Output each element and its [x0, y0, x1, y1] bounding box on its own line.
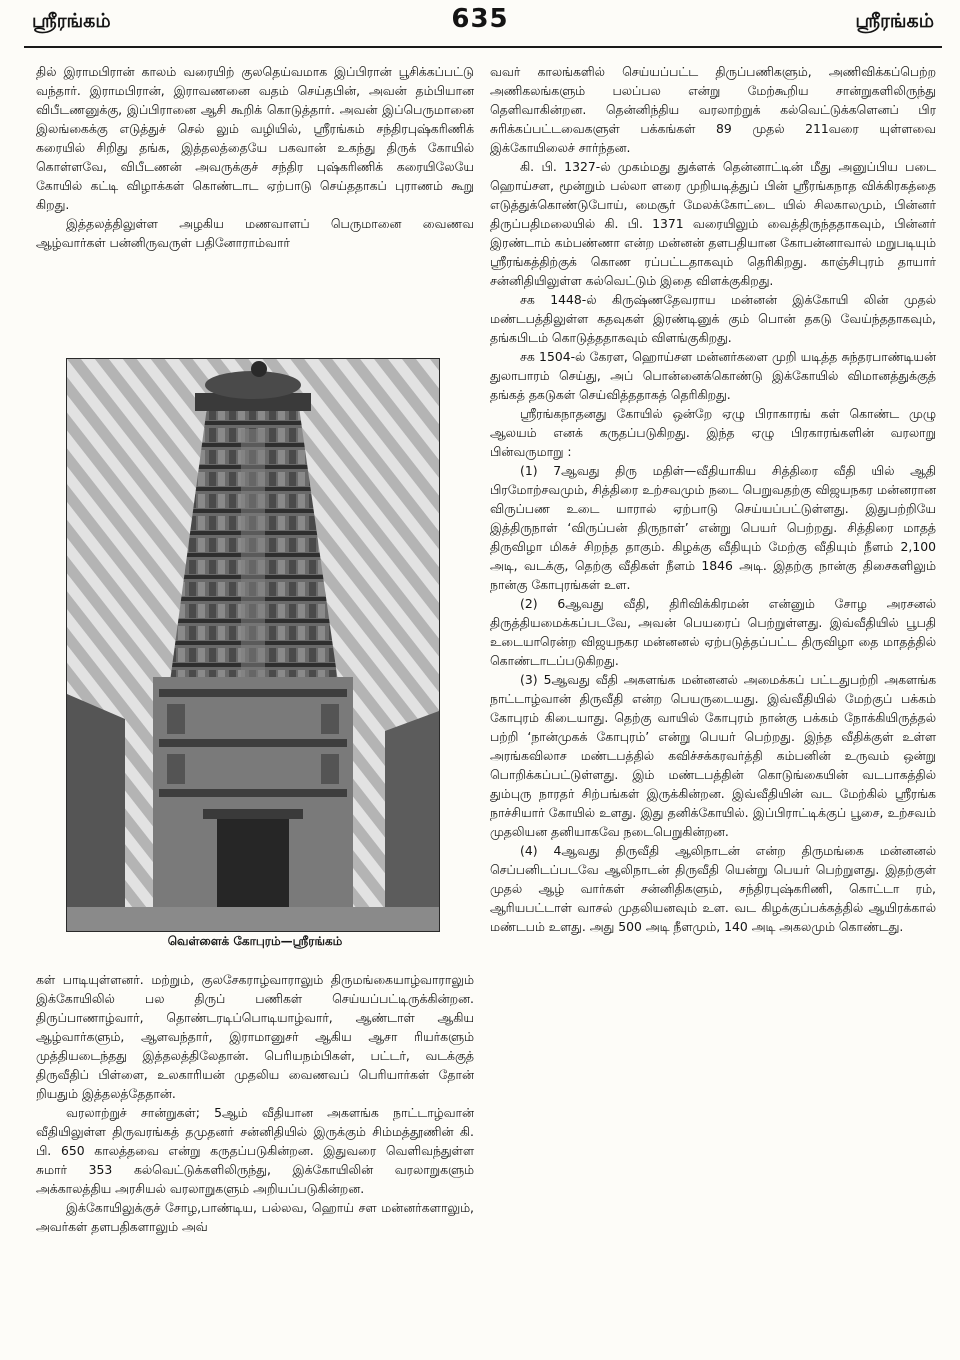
paragraph: தில் இராமபிரான் காலம் வரையிற் குலதெய்வமாக இப்பிரான் பூசிக்கப்பட்டு வந்தார். இராமபிரான், இராவணனை வதம் செய்தபின், அவன் தம்பியான விபீடணனுக்கு, இப்பிரானை ஆசி கூறிக் கொடுத்தார். அவன் இப்பெருமானை இலங்கைக்கு எடுத்துச் செல் லும் வழியில், ஸ்ரீரங்கம் சந்திரபுஷ்கரிணிக் கரையில் சிறிது தங்க, இத்தலத்தையே பகவான் உகந்து திருக் கோயில் கொள்ளவே, விபீடணன் அவருக்குச் சந்திர புஷ்கரிணிக் கரையிலேயே கோயில் கட்டி விழாக்கள் கொண்டாட ஏற்பாடு செய்ததாகப் புராணம் கூறு கிறது.: [36, 64, 474, 212]
paragraph: ஸ்ரீரங்கநாதனது கோயில் ஒன்றே ஏழு பிராகாரங் கள் கொண்ட முழு ஆலயம் எனக் கருதப்படுகிறது. இந்த ஏழு பிரகாரங்களின் வரலாறு பின்வருமாறு :: [490, 406, 936, 459]
left-column-bottom: [36, 970, 474, 1236]
paragraph: வரலாற்றுச் சான்றுகள்; 5ஆம் வீதியான அகளங்க நாட்டாழ்வான் வீதியிலுள்ள திருவரங்கத் தமுதனர் சன்னிதியில் இருக்கும் சிம்மத்தூணின் கி. பி. 650 காலத்தவை என்று கருதப்படுகின்றன. இதுவரை வெளிவந்துள்ள சுமார் 353 கல்வெட்டுக்களிலிருந்து, இக்கோயிலின் வரலாறுகளும் அக்காலத்திய அரசியல் வரலாறுகளும் அறியப்படுகின்றன.: [36, 1105, 474, 1196]
paragraph: இத்தலத்திலுள்ள அழகிய மணவாளப் பெருமானை வைணவ ஆழ்வார்கள் பன்னிருவருள் பதினோராம்வார்: [36, 216, 474, 250]
gopuram-photo: [66, 358, 440, 932]
paragraph: இக்கோயிலுக்குச் சோழ,பாண்டிய, பல்லவ, ஹொய் சள மன்னர்களாலும், அவர்கள் தளபதிகளாலும் அவ்: [36, 1200, 474, 1234]
paragraph: கள் பாடியுள்ளனர். மற்றும், குலசேகராழ்வாராலும் திருமங்கையாழ்வாராலும் இக்கோயிலில் பல திருப் பணிகள் செய்யப்பட்டிருக்கின்றன. திருப்பாணாழ்வார், தொண்டரடிப்பொடியாழ்வார், ஆண்டாள் ஆகிய ஆழ்வார்களும், ஆளவந்தார், இராமானுசர் ஆகிய ஆசா ரியர்களும் முத்தியடைந்தது இத்தலத்திலேதான். பெரியநம்பிகள், பட்டர், வடக்குத் திருவீதிப் பிள்ளை, உலகாரியன் முதலிய வைணவப் பெரியார்கள் தோன் றியதும் இத்தலத்தேதான்.: [36, 972, 474, 1101]
figure-caption: வெள்ளைக் கோபுரம்—ஸ்ரீரங்கம்: [167, 934, 343, 948]
right-column: [490, 62, 936, 936]
paragraph: (3) 5ஆவது வீதி அகளங்க மன்னனல் அமைக்கப் பட்டதுபற்றி அகளங்க நாட்டாழ்வான் திருவீதி என்ற பெயருடையது. இவ்வீதியில் மேற்குப் பக்கம் கோபுரம் கிடையாது. தெற்கு வாயில் கோபுரம் நான்கு பக்கம் நோக்கியிருத்தல் பற்றி ‘நான்முகக் கோபுரம்’ என்று பெயர் பெற்றது. இந்த வீதிக்குள் உள்ள அரங்கவிலாச மண்டபத்தில் கவிச்சக்கரவர்த்தி கம்பனின் உருவம் ஒன்று பொறிக்கப்பட்டுள்ளது. இம் மண்டபத்தின் கொடுங்கையின் வடபாகத்தில் தும்புரு நாரதர் சிற்பங்கள் இருக்கின்றன. இவ்வீதியின் வட மேற்கில் ஸ்ரீரங்க நாச்சியார் கோயில் உளது. இது தனிக்கோயில். இப்பிராட்டிக்குப் பூசை, உற்சவம் முதலியன தனியாகவே நடைபெறுகின்றன.: [490, 672, 936, 839]
paragraph: வவர் காலங்களில் செய்யப்பட்ட திருப்பணிகளும், அணிவிக்கப்பெற்ற அணிகலங்களும் பலப்பல என்று மேற்கூறிய சான்றுகளிலிருந்து தெளிவாகின்றன. தென்னிந்திய வரலாற்றுக் கல்வெட்டுக்களெனப் பிர சுரிக்கப்பட்டவைகளுள் பக்கங்கள் 89 முதல் 211வரை யுள்ளவை இக்கோயிலைச் சார்ந்தன.: [490, 64, 936, 155]
running-title-right: ஸ்ரீரங்கம்: [855, 10, 934, 32]
running-title-left: ஸ்ரீரங்கம்: [32, 10, 111, 32]
left-column-top: [36, 62, 474, 252]
paragraph: (1) 7ஆவது திரு மதிள்—வீதியாகிய சித்திரை வீதி யில் ஆதி பிரமோற்சவமும், சித்திரை உற்சவமும் நடை பெறுவதற்கு விஜயநகர மன்னரான விருப்பண உடை யாரால் ஏற்பாடு செய்யப்பட்டுள்ளது. இதுபற்றியே இத்திருநாள் ‘விருப்பன் திருநாள்’ என்று பெயர் பெற்றது. சித்திரை மாதத் திருவிழா மிகச் சிறந்த தாகும். கிழக்கு வீதியும் மேற்கு வீதியும் நீளம் 2,100 அடி, வடக்கு, தெற்கு வீதிகள் நீளம் 1846 அடி. இதற்கு நான்கு திசைகளிலும் நான்கு கோபுரங்கள் உள.: [490, 463, 936, 592]
paragraph: (4) 4ஆவது திருவீதி ஆலிநாடன் என்ற திருமங்கை மன்னனல் செப்பனிடப்படவே ஆலிநாடன் திருவீதி யென்று பெயர் பெற்றுளது. இதற்குள் முதல் ஆழ் வார்கள் சன்னிதிகளும், சந்திரபுஷ்கரிணி, கொட்டா ரம், ஆரியபட்டாள் வாசல் முதலியனவும் உள. வட கிழக்குப்பக்கத்தில் ஆயிரக்கால் மண்டபம் உளது. அது 500 அடி நீளமும், 140 அடி அகலமும் கொண்டது.: [490, 843, 936, 934]
header-rule: [24, 46, 942, 48]
paragraph: சக 1448-ல் கிருஷ்ணதேவராய மன்னன் இக்கோயி லின் முதல் மண்டபத்திலுள்ள கதவுகள் இரண்டினுக் கும் பொன் தகடு வேய்ந்ததாகவும், தங்கபிடம் கொடுத்ததாகவும் விளங்குகிறது.: [490, 292, 936, 345]
paragraph: சக 1504-ல் கேரள, ஹொய்சள மன்னர்களை முறி யடித்த சுந்தரபாண்டியன் துலாபாரம் செய்து, அப் பொன்னைக்கொண்டு இக்கோயில் விமானத்துக்குத் தங்கத் தகடுகள் செய்வித்ததாகத் தெரிகிறது.: [490, 349, 936, 402]
paragraph: கி. பி. 1327-ல் முகம்மது துக்ளக் தென்னாட்டின் மீது அனுப்பிய படை ஹொய்சள, மூன்றும் பல்லா ளரை முறியடித்துப் பின் ஸ்ரீரங்கநாத விக்கிரகத்தை எடுத்துக்கொண்டுபோய், மைசூர் மேலக்கோட்டை யில் சிலகாலமும், பின்னர் திருப்பதிமலையில் கி. பி. 1371 வரையிலும் வைத்திருந்ததாகவும், பின்னர் இரண்டாம் கம்பண்ணா என்ற மன்னன் தளபதியான கோபன்னாவால் மறுபடியும் ஸ்ரீரங்கத்திற்குக் கொண ரப்பட்டதாகவும் தெரிகிறது. காஞ்சிபுரம் தாயார் சன்னிதியிலுள்ள கல்வெட்டும் இதை விளக்குகிறது.: [490, 159, 936, 288]
page-header: [0, 0, 960, 52]
paragraph: (2) 6ஆவது வீதி, திரிவிக்கிரமன் என்னும் சோழ அரசனல் திருத்தியமைக்கப்படவே, அவன் பெயரைப் பெற்றுள்ளது. இவ்வீதியில் பூபதி உடையாரென்ற விஜயநகர மன்னனல் ஏற்படுத்தப்பட்ட திருவிழா தை மாதத்தில் கொண்டாடப்படுகிறது.: [490, 596, 936, 668]
page-number: 635: [451, 4, 509, 34]
